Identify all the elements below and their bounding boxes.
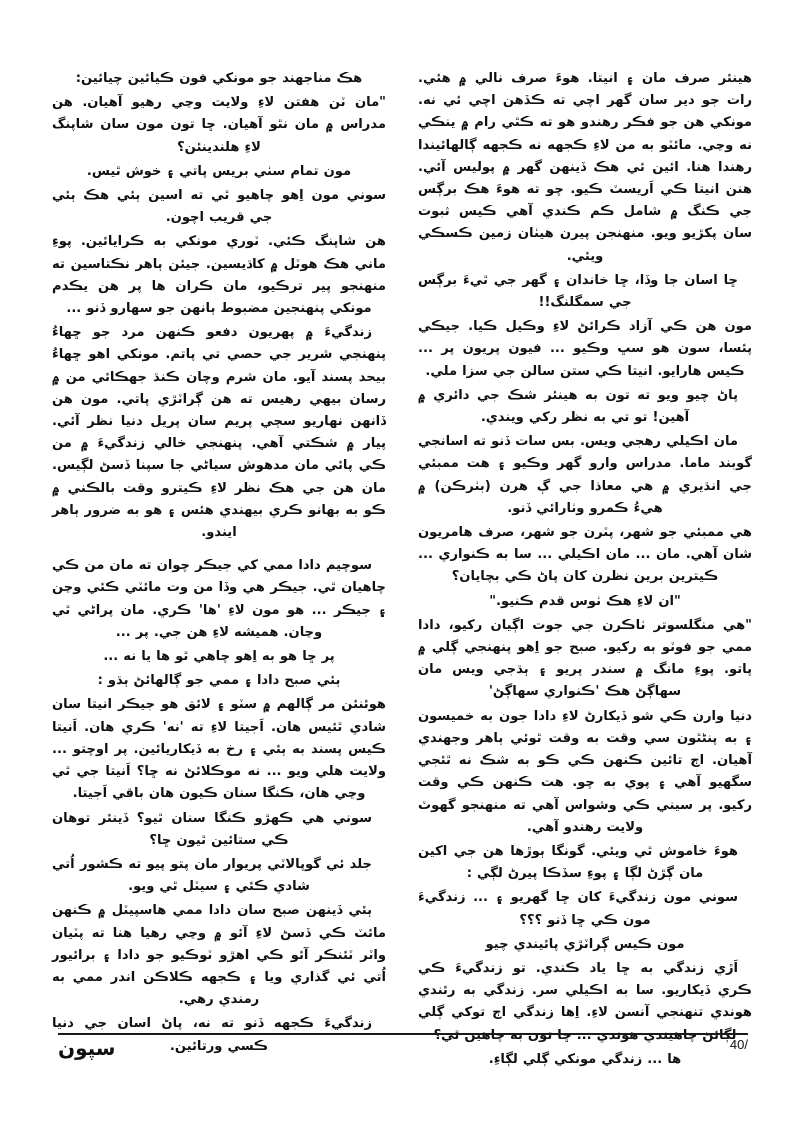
page-number: 40/ <box>729 1037 748 1052</box>
paragraph: هي ممبئي جو شهر، پٽرن جو شهر، صرف هامريون شان آهي. مان ... مان اڪيلي ... سا به ڪنواري ... ڪيترين برين نظرن کان پاڻ ڪي بچايان؟ <box>418 525 752 585</box>
paragraph: مون ڪيس ڳراٽڙي پائيندي چيو <box>485 936 685 952</box>
paragraph: ٻئي ڏينهن صبح سان دادا ممي هاسپيٽل ۾ ڪنهن مائٽ ڪي ڏسڻ لاءِ آئو ۾ وڃي رهيا هنا ته پٽيان واٽر ٽئنڪر آئو ڪي اهڙو ٽوڪيو جو دادا ۽ برائيور اُتي ئي گذاري ويا ۽ ڪجهه ڪلاڪن اندر ممي به رمندي رهي. <box>52 903 386 1008</box>
paragraph: پاڻ چيو ويو ته تون به هينئر شڪ جي دائري ۾ آهين! تو تي به نظر رکي ويندي. <box>418 387 738 426</box>
paragraph: "مان ٽن هفتن لاءِ ولايت وڃي رهيو آهيان. هن مدراس ۾ مان نٿو آهيان. ڇا تون مون سان شاپنگ لاءِ هلندينئن؟ <box>52 95 386 155</box>
paragraph: مان اڪيلي رهجي ويس. بس سات ڏنو ته اسانجي گوبند ماما. مدراس وارو گهر وڪيو ۽ هت ممبئي جي انڌيري ۾ هي معاذا جي ڳ هرن (بٺرڪن) ۾ هيءُ ڪمرو وٺارائي ڏنو. <box>418 434 752 516</box>
paragraph: هوءَ خاموش ٿي ويئي. گونگا ٻوڙها هن جي اکين مان ڳڙڻ لڳا ۽ پوءِ سڏڪا پيرڻ لڳي : <box>418 843 738 882</box>
paragraph: مون تمام سٺي بريس پاتي ۽ خوش ٿيس. <box>86 163 352 179</box>
paragraph: دنيا وارن ڪي شو ڏيکارڻ لاءِ دادا جون به خميسون ۽ به پنڻٿون سي وقت به وقت ٿوئي ٻاهر وجهندي آهيان. اڄ تائين ڪنهن ڪي ڪو به شڪ نه ٿئجي سگهيو آهي ۽ پوي به چو. هت ڪنهن ڪي وقت رکيو. پر سيني ڪي وشواس آهي ته منهنجو گهوٽ ولايت رهندو آهي. <box>418 708 752 835</box>
right-text-column <box>52 68 386 1060</box>
paragraph: "هي منگلسوتر ٺاڪرن جي جوت اڳيان رکيو، دادا ممي جو فوٽو به رکيو. صبح جو اِهو پنهنجي ڳلي ۾ پاتو. پوءِ مانگ ۾ سندر پريو ۽ ٻڌجي ويس مان سهاڳڻ هڪ 'ڪنواري سهاڳڻ' <box>418 617 752 700</box>
paragraph: جلد ئي گوپالاٽي پريوار مان پتو پيو ته ڪشور اُتي شادي ڪئي ۽ سيٽل ٿي ويو. <box>52 856 372 895</box>
paragraph: هڪ مناجهند جو مونکي فون ڪيائين چيائين: <box>75 71 363 86</box>
paragraph: هوئنئن مر ڳالهم ۾ سٽو ۽ لائق هو جيڪر انيتا سان شادي ٿئيس هان. اَجيتا لاءِ ته 'نه' ڪري هان. اَنيتا ڪيس پسند به ٻئي ۽ رخ به ڏيکاريائين. پر اوچتو ... ولايت هلي ويو ... نه موڪلائڻ نه ڇا؟ اَنيتا جي ٿي وڃي هان، ڪنگا سنان ڪيون هان باقي اَجيتا. <box>52 697 386 802</box>
paragraph: "ان لاءِ هڪ ٺوس قدم ڪنيو." <box>489 593 681 609</box>
paragraph: پر ڇا هو به اِهو چاهي ٿو ها يا نه ... <box>103 649 335 665</box>
paragraph: ڇا اسان جا وڏا، ڇا خاندان ۽ گهر جي ٿيءَ برڳس جي سمگلنگ!! <box>418 272 738 311</box>
paragraph: اَڙي زندگي به ڇا ياد ڪندي. تو زندگيءَ ڪي ڪري ڏيکاريو. سا به اڪيلي سر. زندگي به رئندي هوندي تنهنجي آنسن لاءِ. اِها زندگي اڄ توکي ڳلي لڳائڻ چاهيندي هوندي ... ڇا تون به چاهين ٿي؟ <box>418 960 752 1043</box>
paragraph: زندگيءَ ۾ پهريون دفعو ڪنهن مرد جو ڇهاءُ پنهنجي شرير جي حصي تي پاتم. مونکي اهو ڇهاءُ بيحد پسند آيو. مان شرم وچان ڪنڌ جهڪائي من ۾ رسان بيهي رهيس ته هن ڳراٽڙي پاتي. مون هن ڏانهن نهاريو سڄي پريم سان پريل دنيا نظر آئي. پيار ۾ شڪتي آهي. پنهنجي خالي زندگيءَ ۾ من ڪي پائي مان مدهوش سياڻي جا سپنا ڏسڻ لڳيس. مان هن جي هڪ نظر لاءِ ڪيترو وقت بالڪني ۾ ڪو به بهانو ڪري بيهندي هئس ۽ هو به ضرور ٻاهر ايندو. <box>52 325 386 541</box>
paragraph: مون هن ڪي آزاد ڪرائڻ لاءِ وڪيل ڪيا. جيڪي پئسا، سون هو سڀ وڪيو ... فيون پريون پر ... ڪيس هارايو. انيتا ڪي ستن سالن جي سزا ملي. <box>418 319 752 379</box>
paragraph: سوني هي ڪهڙو ڪنگا سنان ٿيو؟ ڏينئر توهان ڪي ستائين ٿيون ڇا؟ <box>52 810 372 848</box>
paragraph: زندگيءَ ڪجهه ڏنو ته نه، پاڻ اسان جي دنيا ڪسي ورتائين. <box>52 1016 372 1054</box>
left-text-column <box>418 68 752 1073</box>
paragraph: سوني مون اِهو چاهيو ٿي ته اسين ٻئي هڪ ٻئي جي قريب اچون. <box>52 188 386 226</box>
book-title: سپون <box>58 1036 116 1060</box>
paragraph: سوچيم دادا ممي کي جيڪر چوان ته مان من ڪي چاهيان ٿي. جيڪر هي وڏا من وت مائٽي ڪئي وڃن ۽ جيڪر ... هو مون لاءِ 'ها' ڪري. مان پراڻي ٿي وڃان. هميشه لاءِ هن جي. پر ... <box>52 558 386 640</box>
paragraph: هن شاپنگ ڪئي. ٽوري مونکي به ڪرايائين. پوءِ ماني هڪ هوٽل ۾ کاڌيسين. جيئن ٻاهر نڪتاسين ته منهنجو پير ترڪيو، مان ڪران ها پر هن يڪدم مونکي پنهنجين مضبوط ٻانهن جو سهارو ڏنو ... <box>52 234 386 317</box>
footer-divider <box>58 1033 748 1035</box>
paragraph: سوني مون زندگيءَ کان ڇا گهريو ۽ ... زندگيءَ مون ڪي ڇا ڏنو ؟؟؟ <box>418 890 738 928</box>
paragraph: ٻئي صبح دادا ۽ ممي جو ڳالهائڻ ٻڌو : <box>97 673 341 689</box>
page-footer <box>58 1036 748 1068</box>
paragraph: ها ... زندگي مونکي ڳلي لڳاءِ. <box>488 1051 682 1067</box>
paragraph: هينئر صرف مان ۽ انيتا. هوءَ صرف نالي ۾ هئي. رات جو دير سان گهر اچي ته ڪڏهن اچي ئي نه. مونکي هن جو فڪر رهندو هو ته ڪٿي رام ۾ ينڪي نه وڃي. مائٽو به من لاءِ ڪجهه نه ڪجهه ڳالهائيندا رهندا هنا. ائين ئي هڪ ڏينهن گهر ۾ پوليس آئي. هنن انيتا ڪي اَريسٽ ڪيو. چو ته هوءَ هڪ برڳس جي ڪنگ ۾ شامل ڪم ڪندي آهي ڪيس ثبوت سان پکڙيو ويو. منهنجن پيرن هيٺان زمين ڪسڪي ويئي. <box>418 71 752 264</box>
